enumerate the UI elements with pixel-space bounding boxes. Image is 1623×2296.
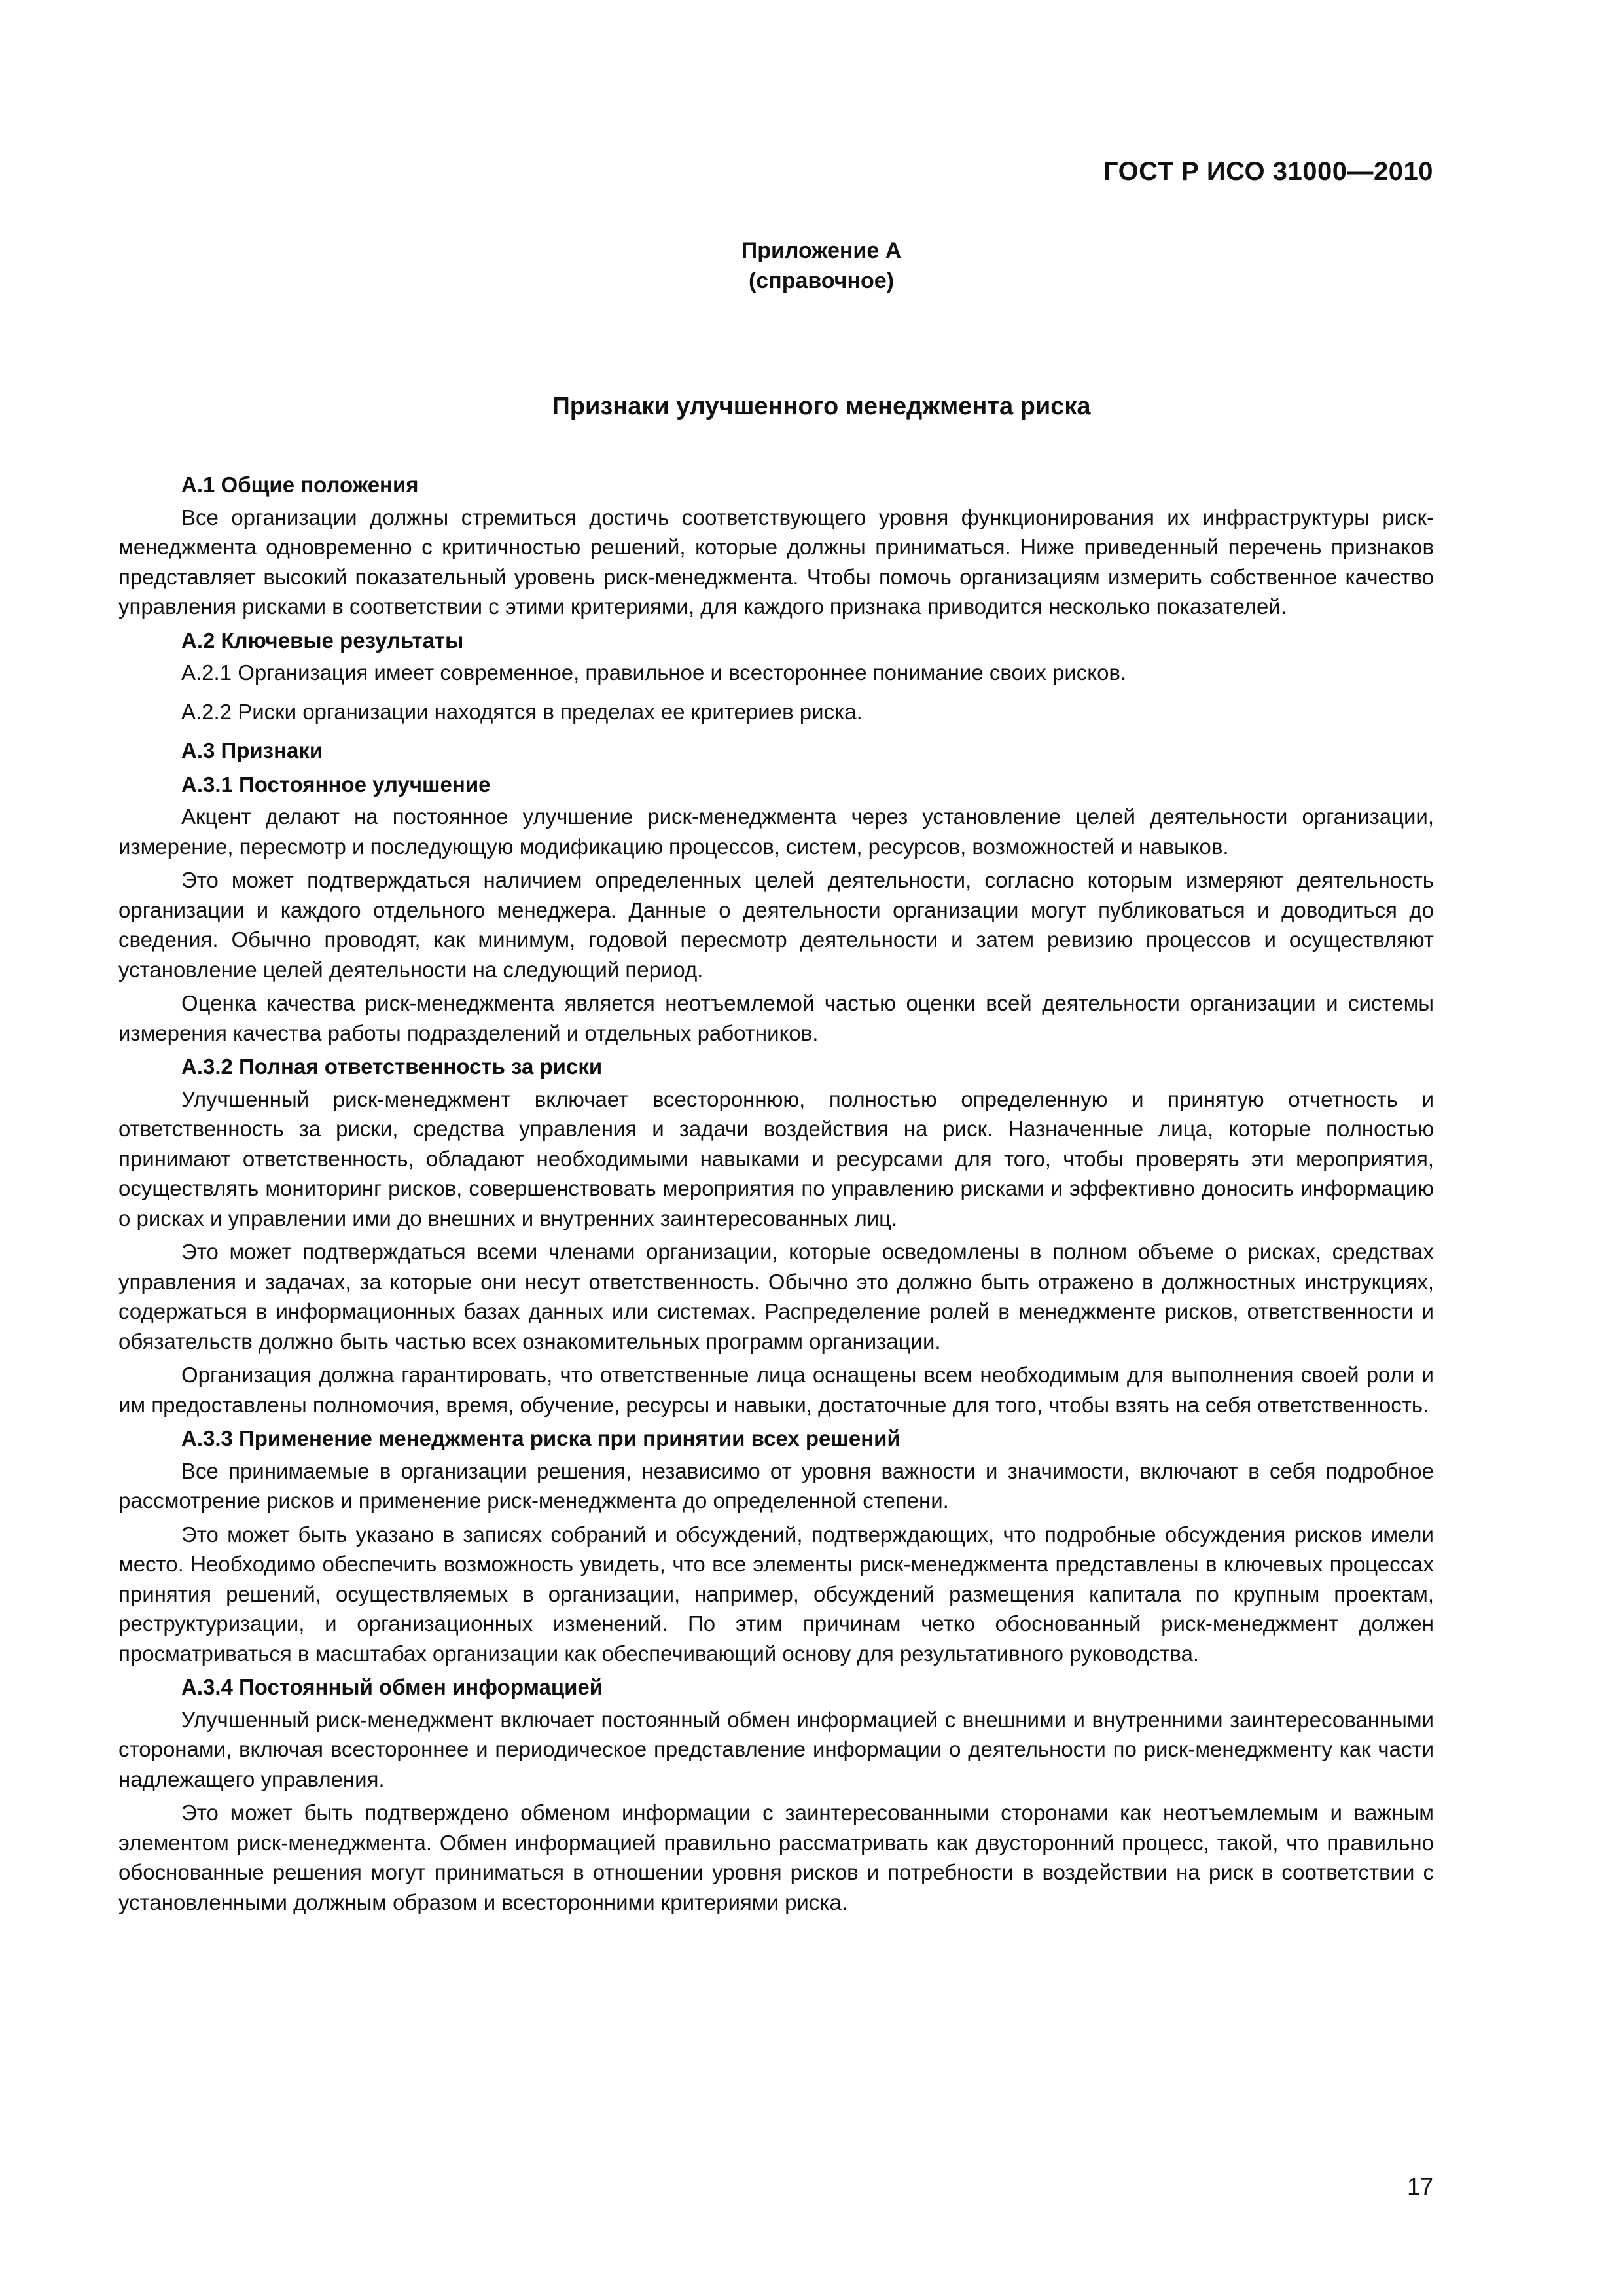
section-heading: А.2 Ключевые результаты: [181, 628, 464, 653]
section-heading: А.3 Признаки: [181, 738, 323, 762]
paragraph: Улучшенный риск-менеджмент включает всестороннюю, полностью определенную и принятую отчетность и ответственность за риски, средства управления и задачи воздействия на риск. Назначенные лица, которые полностью принимают ответственность, обладают необходимыми навыками и ресурсами для того, чтобы проверять эти мероприятия, осуществлять мониторинг рисков, совершенствовать мероприятия по управлению рисками и эффективно доносить информацию о рисках и управлении ими до внешних и внутренних заинтересованных лиц.: [118, 1086, 1434, 1230]
paragraph: Акцент делают на постоянное улучшение риск-менеджмента через установление целей деятельности организации, измерение, пересмотр и последующую модификацию процессов, систем, ресурсов, возможностей и навыков.: [118, 804, 1434, 859]
paragraph: Это может подтверждаться наличием определенных целей деятельности, согласно которым измеряют деятельность организации и каждого отдельного менеджера. Данные о деятельности организации могут публиковаться и доводиться до сведения. Обычно проводят, как минимум, годовой пересмотр деятельности и затем ревизию процессов и осуществляют установление целей деятельности на следующий период.: [118, 868, 1434, 982]
paragraph: Улучшенный риск-менеджмент включает постоянный обмен информацией с внешними и внутренними заинтересованными сторонами, включая всестороннее и периодическое представление информации о деятельности по риск-менеджменту как части надлежащего управления.: [118, 1707, 1434, 1791]
subsection-heading: А.3.4 Постоянный обмен информацией: [181, 1675, 603, 1699]
annex-type: (справочное): [748, 268, 895, 293]
paragraph: Организация должна гарантировать, что ответственные лица оснащены всем необходимым для выполнения своей роли и им предоставлены полномочия, время, обучение, ресурсы и навыки, достаточные для того, чтобы взять на себя ответственность.: [118, 1363, 1434, 1417]
subsection-heading: А.3.2 Полная ответственность за риски: [181, 1054, 603, 1079]
paragraph: Все принимаемые в организации решения, независимо от уровня важности и значимости, включают в себя подробное рассмотрение рисков и применение риск-менеджмента до определенной степени.: [118, 1458, 1434, 1513]
document-body: [118, 466, 1434, 1921]
section-heading: А.1 Общие положения: [181, 473, 419, 497]
page-title: Признаки улучшенного менеджмента риска: [552, 393, 1091, 420]
page-number: 17: [1406, 2173, 1433, 2200]
paragraph: Все организации должны стремиться достичь соответствующего уровня функционирования их инфраструктуры риск-менеджмента одновременно с критичностью решений, которые должны приниматься. Ниже приведенный перечень признаков представляет высокий показательный уровень риск-менеджмента. Чтобы помочь организациям измерить собственное качество управления рисками в соответствии с этими критериями, для каждого признака приводится несколько показателей.: [118, 505, 1434, 619]
paragraph: Это может подтверждаться всеми членами организации, которые осведомлены в полном объеме о рисках, средствах управления и задачах, за которые они несут ответственность. Обычно это должно быть отражено в должностных инструкциях, содержаться в информационных базах данных или системах. Распределение ролей в менеджменте рисков, ответственности и обязательств должно быть частью всех ознакомительных программ организации.: [118, 1240, 1434, 1354]
standard-header: ГОСТ Р ИСО 31000—2010: [1103, 157, 1433, 186]
paragraph: Это может быть указано в записях собраний и обсуждений, подтверждающих, что подробные обсуждения рисков имели место. Необходимо обеспечить возможность увидеть, что все элементы риск-менеджмента представлены в ключевых процессах принятия решений, осуществляемых в организации, например, обсуждений размещения капитала по крупным проектам, реструктуризации, и организационных изменений. По этим причинам четко обоснованный риск-менеджмент должен просматриваться в масштабах организации как обеспечивающий основу для результативного руководства.: [118, 1522, 1434, 1666]
subsection-heading: А.3.3 Применение менеджмента риска при принятии всех решений: [181, 1426, 901, 1450]
annex-label: [0, 236, 1623, 296]
annex-title: Приложение А: [741, 238, 902, 263]
paragraph: Оценка качества риск-менеджмента является неотъемлемой частью оценки всей деятельности организации и системы измерения качества работы подразделений и отдельных работников.: [118, 991, 1434, 1045]
list-item: А.2.1 Организация имеет современное, правильное и всестороннее понимание своих рисков.: [181, 660, 1127, 685]
subsection-heading: А.3.1 Постоянное улучшение: [181, 772, 491, 797]
paragraph: Это может быть подтверждено обменом информации с заинтересованными сторонами как неотъемлемым и важным элементом риск-менеджмента. Обмен информацией правильно рассматривать как двусторонний процесс, такой, что правильно обоснованные решения могут приниматься в отношении уровня рисков и потребности в воздействии на риск в соответствии с установленными должным образом и всесторонними критериями риска.: [118, 1801, 1434, 1914]
list-item: А.2.2 Риски организации находятся в пределах ее критериев риска.: [181, 699, 863, 724]
